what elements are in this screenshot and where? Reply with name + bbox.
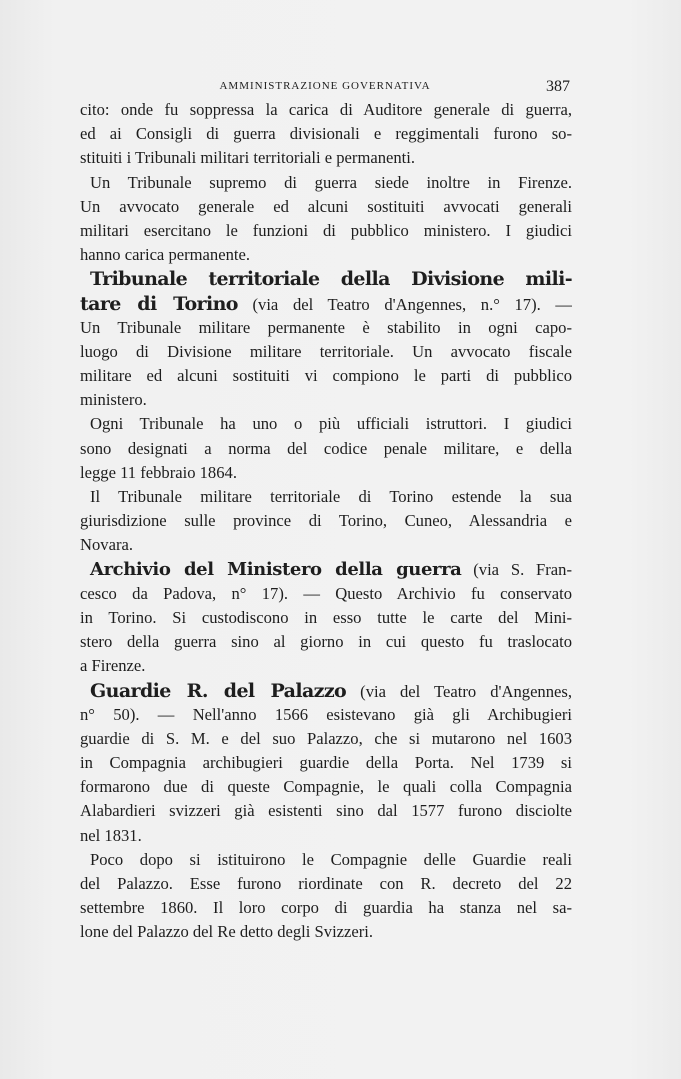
body-text: [80, 98, 572, 945]
text-line: formarono due di queste Compagnie, le quali colla Compagnia: [80, 777, 572, 797]
text-line: giurisdizione sulle province di Torino, Cuneo, Alessandria e: [80, 511, 572, 531]
text-line: guardie di S. M. e del suo Palazzo, che si mutarono nel 1603: [80, 728, 572, 748]
text-line: legge 11 febbraio 1864.: [80, 462, 237, 482]
text-line: Alabardieri svizzeri già esistenti sino dal 1577 furono disciolte: [80, 801, 572, 821]
text-line: hanno carica permanente.: [80, 245, 250, 265]
heading-address: (via del Teatro d'Angennes,: [346, 681, 572, 701]
text-line: Un Tribunale militare permanente è stabilito in ogni capo-: [80, 317, 572, 337]
text-line: ed ai Consigli di guerra divisionali e reggimentali furono so-: [80, 124, 572, 144]
text-line: Poco dopo si istituirono le Compagnie delle Guardie reali: [90, 849, 572, 869]
text-line: Un Tribunale supremo di guerra siede inoltre in Firenze.: [90, 172, 572, 192]
text-line: militare ed alcuni sostituiti vi compiono le parti di pubblico: [80, 366, 572, 386]
heading-text: Archivio del Ministero della guerra: [90, 558, 462, 580]
text-line: militari esercitano le funzioni di pubblico ministero. I giudici: [80, 220, 572, 240]
page-number: 387: [546, 78, 570, 95]
text-line: settembre 1860. Il loro corpo di guardia ha stanza nel sa-: [80, 898, 572, 918]
text-line: Novara.: [80, 535, 133, 555]
text-line: luogo di Divisione militare territoriale. Un avvocato fiscale: [80, 341, 572, 361]
running-head: [80, 78, 570, 96]
text-line: del Palazzo. Esse furono riordinate con R. decreto del 22: [80, 874, 572, 893]
text-line: cito: onde fu soppressa la carica di Auditore generale di guerra,: [80, 100, 572, 119]
text-line: nel 1831.: [80, 825, 142, 845]
text-line: sono designati a norma del codice penale militare, e della: [80, 438, 572, 458]
text-line: stero della guerra sino al giorno in cui questo fu traslocato: [80, 632, 572, 652]
text-line: ministero.: [80, 390, 147, 410]
text-line: stituiti i Tribunali militari territoriali e permanenti.: [80, 148, 416, 168]
section-heading-line: [80, 292, 572, 316]
text-line: Un avvocato generale ed alcuni sostituiti avvocati generali: [80, 196, 572, 216]
running-head-title: AMMINISTRAZIONE GOVERNATIVA: [219, 80, 431, 92]
text-line: n° 50). — Nell'anno 1566 esistevano già gli Archibugieri: [80, 704, 572, 724]
heading-text: Tribunale territoriale della Divisione mili-: [90, 268, 572, 291]
section-heading-guardie: [80, 679, 572, 703]
heading-address: (via del Teatro d'Angennes, n.° 17). —: [237, 294, 572, 314]
text-line: in Torino. Si custodiscono in esso tutte le carte del Mini-: [80, 607, 572, 627]
text-line: lone del Palazzo del Re detto degli Svizzeri.: [80, 922, 374, 942]
text-line: Ogni Tribunale ha uno o più ufficiali istruttori. I giudici: [90, 414, 572, 434]
text-line: cesco da Padova, n° 17). — Questo Archivio fu conservato: [80, 583, 572, 603]
heading-text: Guardie R. del Palazzo: [90, 679, 347, 702]
section-heading-archivio: [80, 558, 572, 582]
heading-address: (via S. Fran-: [461, 559, 572, 579]
text-line: in Compagnia archibugieri guardie della Porta. Nel 1739 si: [80, 753, 572, 773]
heading-text: tare di Torino: [80, 292, 238, 315]
text-line: Il Tribunale militare territoriale di Torino estende la sua: [90, 487, 572, 506]
text-line: a Firenze.: [80, 656, 146, 676]
section-heading-tribunale: [80, 267, 572, 291]
